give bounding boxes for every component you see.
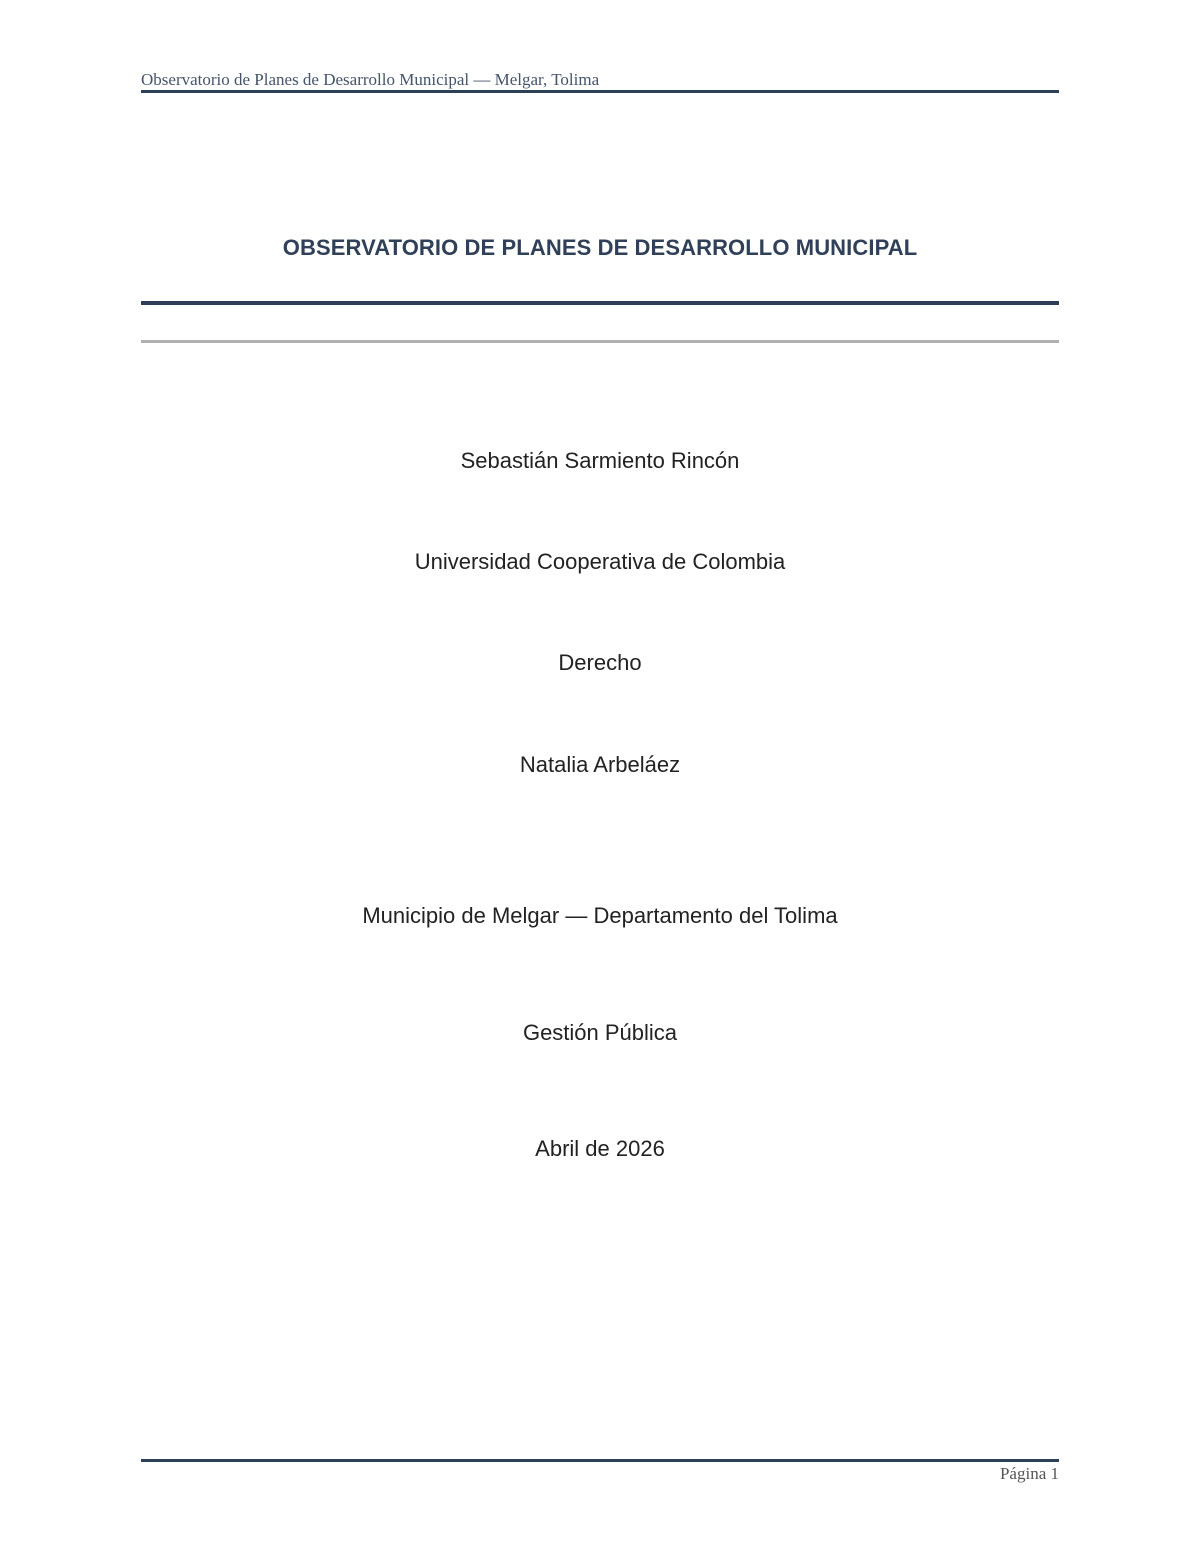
title-rule — [141, 301, 1059, 305]
program-name: Derecho — [558, 650, 642, 675]
header-rule — [141, 90, 1059, 93]
advisor-name: Natalia Arbeláez — [519, 752, 681, 777]
date-text: Abril de 2026 — [535, 1136, 665, 1161]
subtitle-rule — [141, 340, 1059, 343]
subject-text: Gestión Pública — [522, 1020, 678, 1045]
institution-name: Universidad Cooperativa de Colombia — [414, 549, 786, 574]
document-title: OBSERVATORIO DE PLANES DE DESARROLLO MUNICIPAL — [282, 235, 918, 260]
page-number: Página 1 — [999, 1464, 1059, 1483]
footer-rule — [141, 1459, 1059, 1462]
location-text: Municipio de Melgar — Departamento del Tolima — [362, 903, 838, 928]
author-name: Sebastián Sarmiento Rincón — [460, 448, 740, 473]
running-header: Observatorio de Planes de Desarrollo Municipal — Melgar, Tolima — [141, 70, 600, 89]
